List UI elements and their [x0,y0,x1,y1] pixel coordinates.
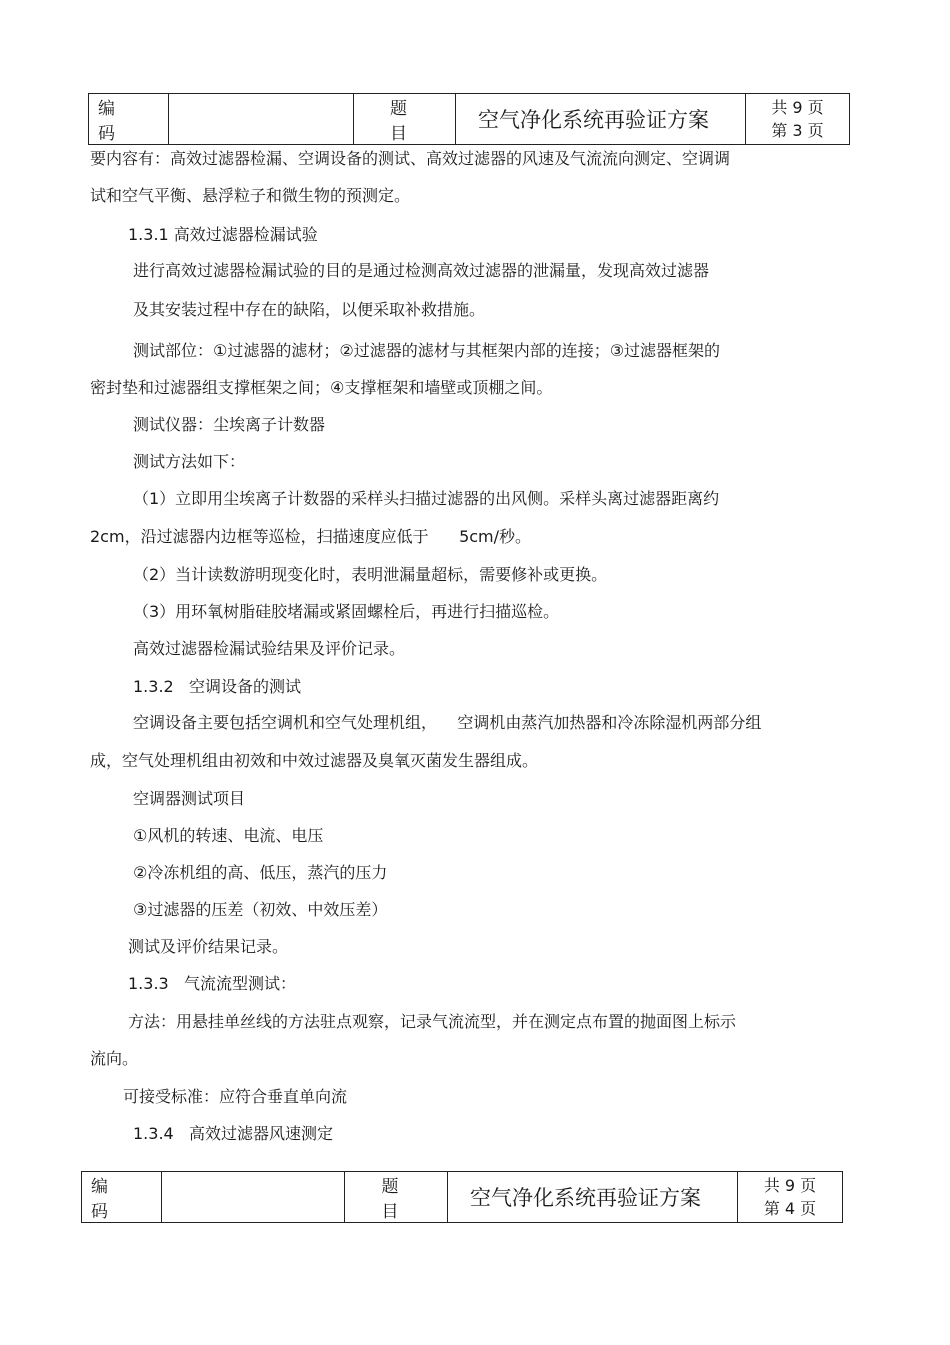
code-value [162,1172,345,1223]
body-line: 密封垫和过滤器组支撑框架之间；④支撑框架和墙壁或顶棚之间。 [90,378,553,397]
body-line: 要内容有：高效过滤器检漏、空调设备的测试、高效过滤器的风速及气流流向测定、空调调 [90,149,731,168]
body-line: 测试方法如下： [133,452,246,471]
page-count-cell [738,1172,843,1223]
section-heading: 1.3.4 高效过滤器风速测定 [133,1124,333,1143]
body-line: （1）立即用尘埃离子计数器的采样头扫描过滤器的出风侧。采样头离过滤器距离约 [133,489,720,508]
section-heading: 1.3.2 空调设备的测试 [133,677,301,696]
list-item: ②冷冻机组的高、低压，蒸汽的压力 [133,863,388,882]
total-pages: 共 9 页 [771,98,824,117]
document-title: 空气净化系统再验证方案 [448,1172,738,1223]
section-heading: 1.3.3 气流流型测试： [128,974,296,993]
body-line: 测试部位：①过滤器的滤材；②过滤器的滤材与其框架内部的连接；③过滤器框架的 [133,341,721,360]
body-line: 进行高效过滤器检漏试验的目的是通过检测高效过滤器的泄漏量，发现高效过滤器 [133,261,710,280]
body-line: 空调器测试项目 [133,789,246,808]
body-line: 空调设备主要包括空调机和空气处理机组， 空调机由蒸汽加热器和冷冻除湿机两部分组 [133,713,762,732]
body-line: 测试仪器：尘埃离子计数器 [133,415,326,434]
page-header-table [88,93,850,145]
body-line: （3）用环氧树脂硅胶堵漏或紧固螺栓后，再进行扫描巡检。 [133,602,560,621]
page-count-cell [746,94,850,145]
body-line: 及其安装过程中存在的缺陷，以便采取补救措施。 [133,300,486,319]
body-line: 可接受标准：应符合垂直单向流 [123,1087,348,1106]
body-line: 成，空气处理机组由初效和中效过滤器及臭氧灭菌发生器组成。 [90,751,539,770]
body-line: 方法：用悬挂单丝线的方法驻点观察，记录气流流型，并在测定点布置的抛面图上标示 [128,1012,737,1031]
list-item: ③过滤器的压差（初效、中效压差） [133,900,388,919]
body-line: 高效过滤器检漏试验结果及评价记录。 [133,639,406,658]
section-heading: 1.3.1 高效过滤器检漏试验 [128,225,318,244]
code-value [169,94,354,145]
body-line: 试和空气平衡、悬浮粒子和微生物的预测定。 [90,186,411,205]
title-label: 题 目 [354,94,456,145]
code-label: 编 码 [82,1172,162,1223]
page-header-table [81,1171,843,1223]
body-line: 测试及评价结果记录。 [128,937,289,956]
current-page: 第 3 页 [771,121,824,140]
list-item: ①风机的转速、电流、电压 [133,826,324,845]
total-pages: 共 9 页 [763,1176,817,1195]
current-page: 第 4 页 [763,1199,817,1218]
document-title: 空气净化系统再验证方案 [456,94,746,145]
body-line: （2）当计读数游明现变化时，表明泄漏量超标，需要修补或更换。 [133,565,608,584]
code-label: 编 码 [89,94,169,145]
title-label: 题 目 [345,1172,448,1223]
body-line: 流向。 [90,1049,139,1068]
body-line: 2cm，沿过滤器内边框等巡检，扫描速度应低于 5cm/秒。 [90,527,532,546]
